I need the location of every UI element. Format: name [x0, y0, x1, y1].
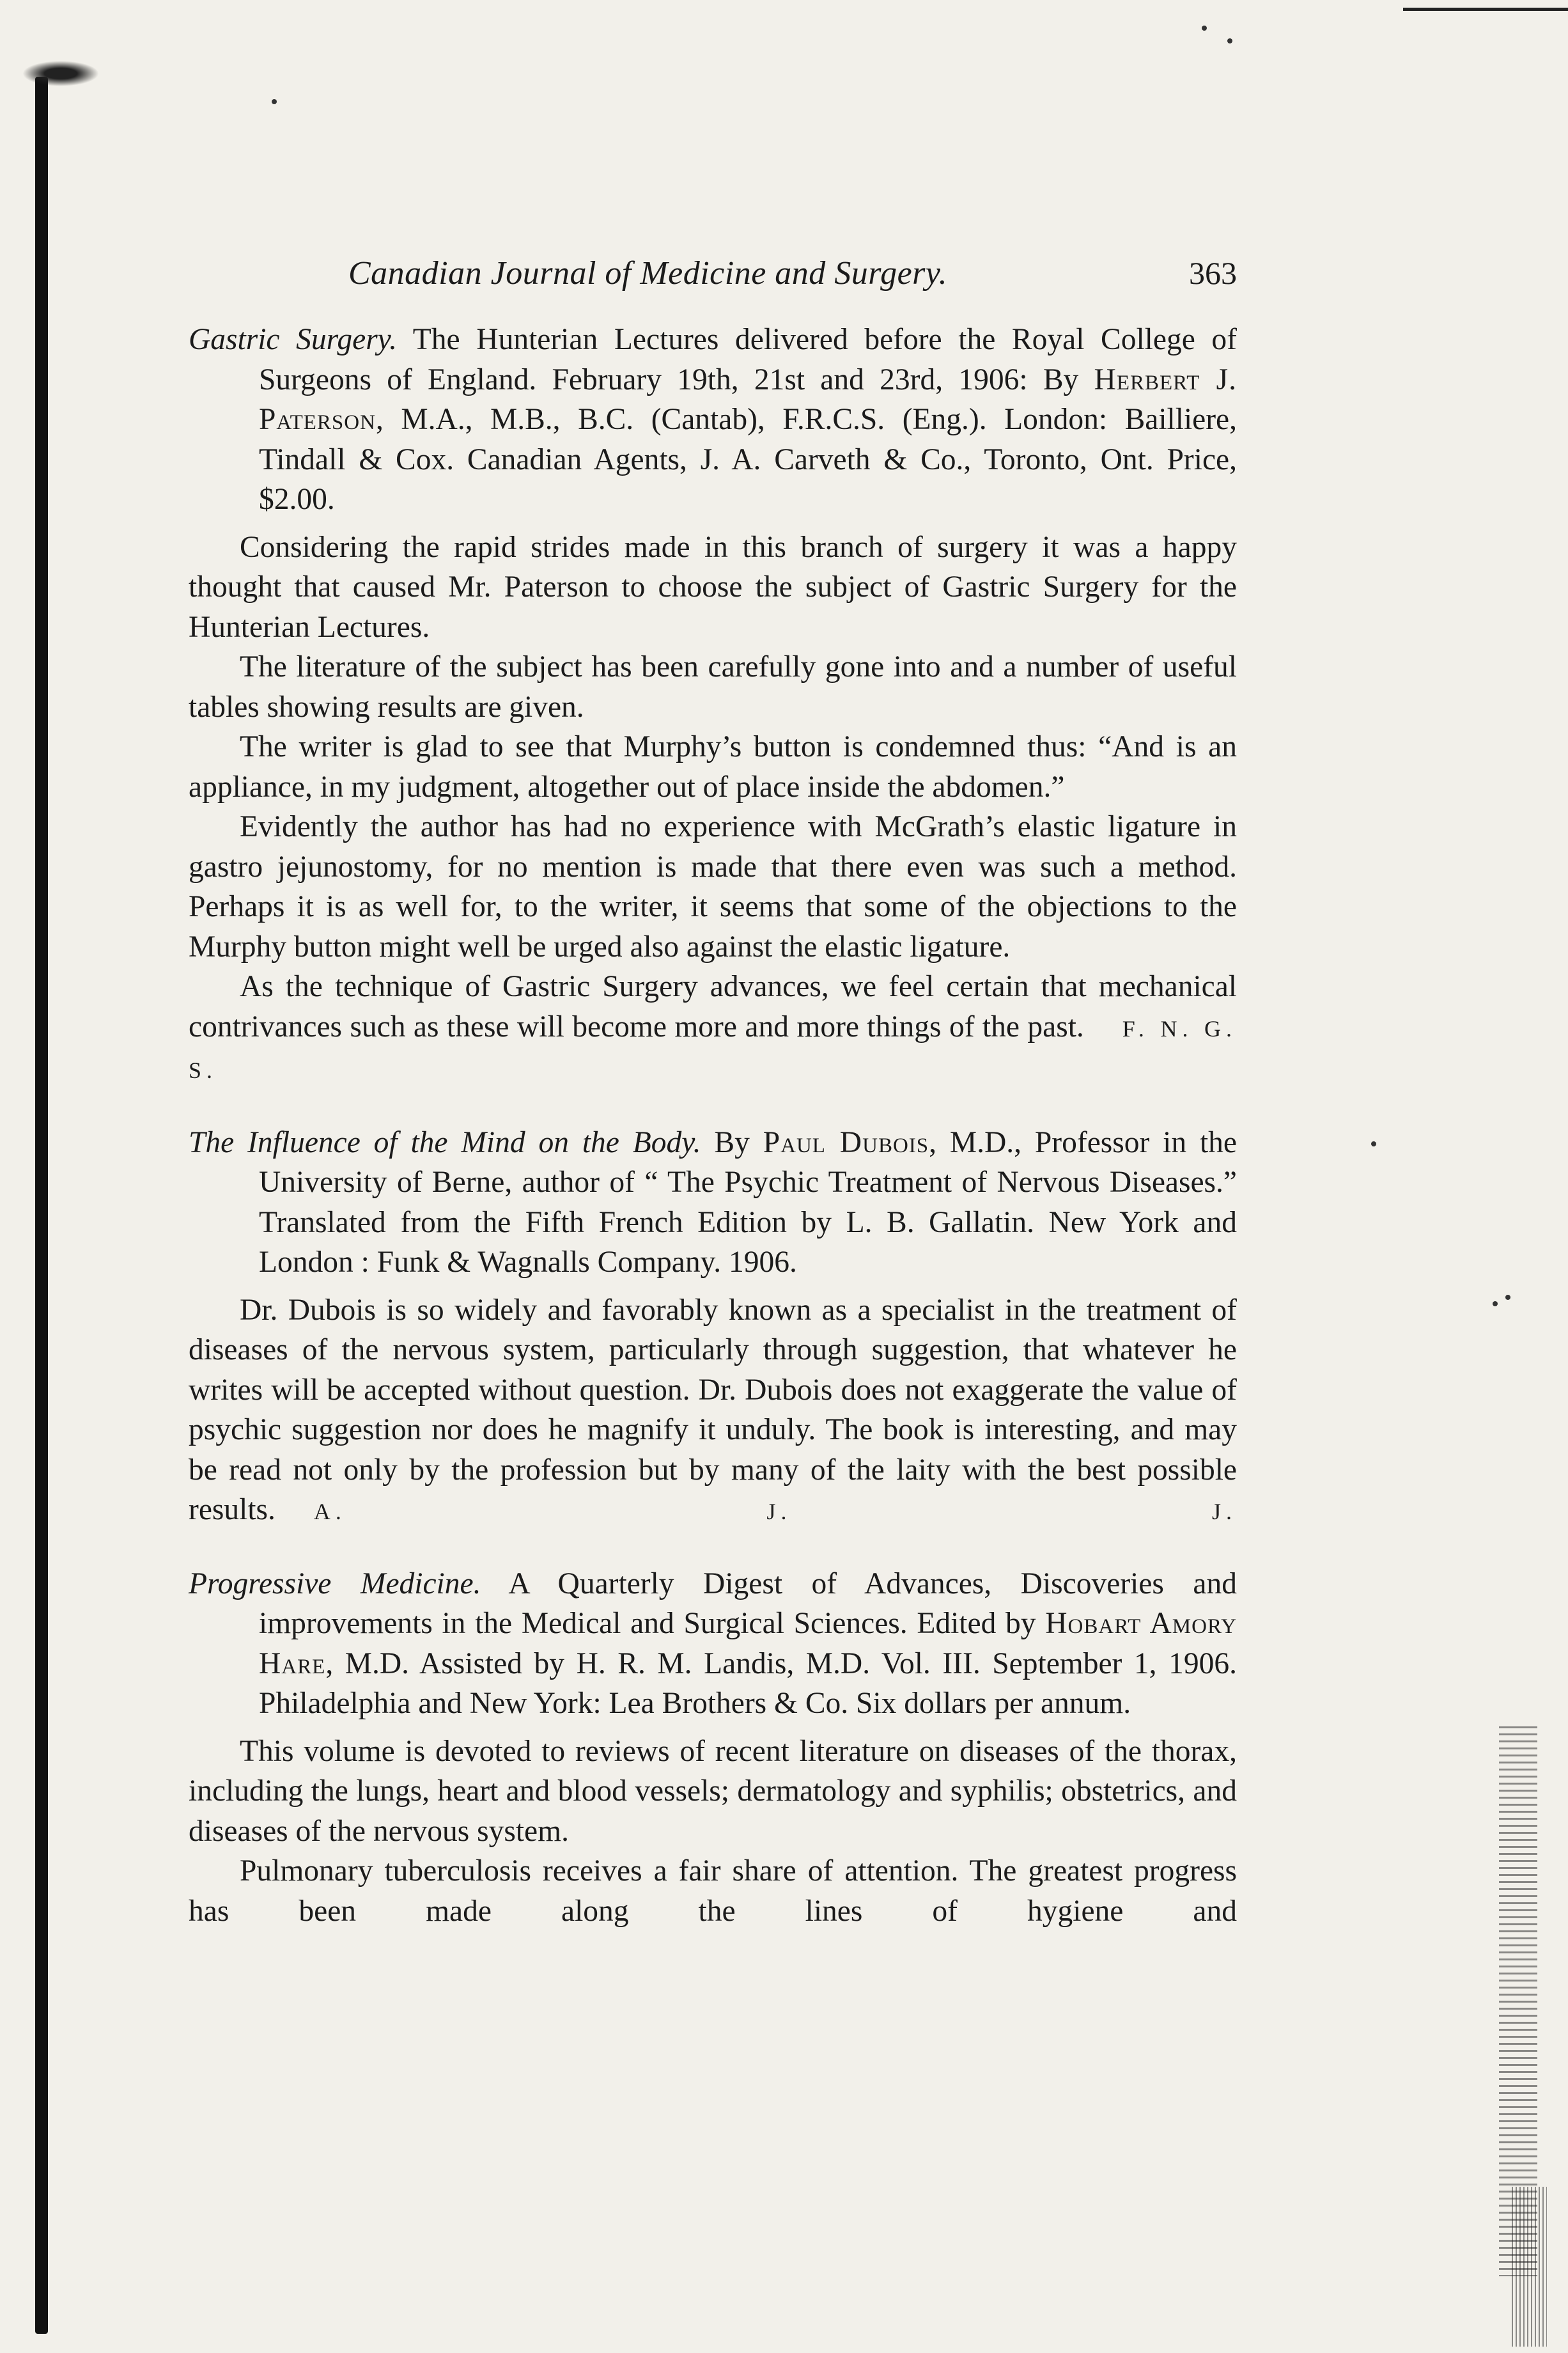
journal-title: Canadian Journal of Medicine and Surgery.	[348, 255, 948, 292]
reviewer-initials: A. J. J.	[313, 1499, 1237, 1524]
book-title: The Influence of the Mind on the Body.	[189, 1125, 701, 1159]
heading-text: , M.A., M.B., B.C. (Cantab), F.R.C.S. (Eng.). London: Bailliere, Tindall & Cox. Canadian Agents, J. A. Carveth & Co., Toronto, Ont. Price, $2.00.	[259, 403, 1237, 516]
heading-text: The Hunterian Lectures delivered before the Royal College of Surgeons of England. February 19th, 21st and 23rd, 1906: By	[259, 323, 1237, 396]
scan-edge-noise	[1512, 2187, 1547, 2347]
page-binding-blot	[22, 61, 99, 86]
running-head	[348, 254, 1237, 299]
page-binding-shadow	[35, 77, 48, 2334]
review-closing-text: Dr. Dubois is so widely and favorably known as a specialist in the treatment of diseases of the nervous system, particularly through suggestion, that whatever he writes will be accepted without question. Dr. Dubois does not exaggerate the value of psychic suggestion nor does he magnify it unduly. The book is interesting, and may be read not only by the profession but by many of the laity with the best possible results.	[189, 1293, 1237, 1526]
scan-speck	[1505, 1295, 1510, 1300]
scan-speck	[1371, 1141, 1376, 1146]
author-name: Paul Dubois	[763, 1125, 929, 1159]
author-name: Herbert J. Paterson	[259, 363, 1238, 436]
review-heading	[189, 1123, 1237, 1283]
review-heading	[189, 1564, 1237, 1724]
book-title: Gastric Surgery.	[189, 323, 398, 356]
heading-text: By	[714, 1125, 763, 1159]
author-name: Hobart Amory Hare	[259, 1607, 1237, 1680]
review-paragraph: Evidently the author has had no experience with McGrath’s elastic ligature in gastro jejunostomy, for no mention is made that there even was such a method. Perhaps it is as well for, to the writer, it seems that some of the objections to the Murphy button might well be urged also against the elastic ligature.	[189, 810, 1237, 964]
review-paragraph: The writer is glad to see that Murphy’s button is condemned thus: “And is an appliance, in my judgment, altogether out of place inside the abdomen.”	[189, 730, 1237, 804]
scan-speck	[1227, 38, 1232, 43]
review-influence-of-mind	[189, 1123, 1237, 1532]
heading-text: , M.D. Assisted by H. R. M. Landis, M.D. Vol. III. September 1, 1906. Philadelphia and New York: Lea Brothers & Co. Six dollars per annum.	[259, 1646, 1237, 1720]
review-paragraph: This volume is devoted to reviews of recent literature on diseases of the thorax, including the lungs, heart and blood vessels; dermatology and syphilis; obstetrics, and diseases of the nervous system.	[189, 1734, 1237, 1848]
review-paragraph: The literature of the subject has been carefully gone into and a number of useful tables showing results are given.	[189, 650, 1237, 724]
reviewer-initials: F. N. G. S.	[189, 1015, 1238, 1083]
review-paragraph: Pulmonary tuberculosis receives a fair share of attention. The greatest progress has been made along the lines of hygiene and	[189, 1854, 1237, 1928]
scan-speck	[272, 99, 277, 104]
review-paragraph: Considering the rapid strides made in this branch of surgery it was a happy thought that caused Mr. Paterson to choose the subject of Gastric Surgery for the Hunterian Lectures.	[189, 530, 1237, 644]
review-heading	[189, 320, 1237, 520]
review-paragraph	[189, 967, 1237, 1091]
review-closing-text: As the technique of Gastric Surgery advances, we feel certain that mechanical contrivances such as these will become more and more things of the past.	[189, 970, 1237, 1044]
scan-edge-mark	[1403, 8, 1568, 11]
review-gastric-surgery	[189, 320, 1237, 1091]
heading-text: A Quarterly Digest of Advances, Discoveries and improvements in the Medical and Surgical Sciences. Edited by	[259, 1567, 1237, 1640]
review-progressive-medicine	[189, 1564, 1237, 1932]
scan-speck	[1202, 26, 1207, 31]
review-paragraph	[189, 1290, 1237, 1532]
page-body	[189, 320, 1237, 1931]
page-number: 363	[1189, 255, 1237, 291]
heading-text: , M.D., Professor in the University of Berne, author of “ The Psychic Treatment of Nervous Diseases.” Translated from the Fifth French Edition by L. B. Gallatin. New York and London : Funk & Wagnalls Company. 1906.	[259, 1125, 1237, 1279]
scan-speck	[1493, 1301, 1498, 1306]
book-title: Progressive Medicine.	[189, 1567, 481, 1600]
